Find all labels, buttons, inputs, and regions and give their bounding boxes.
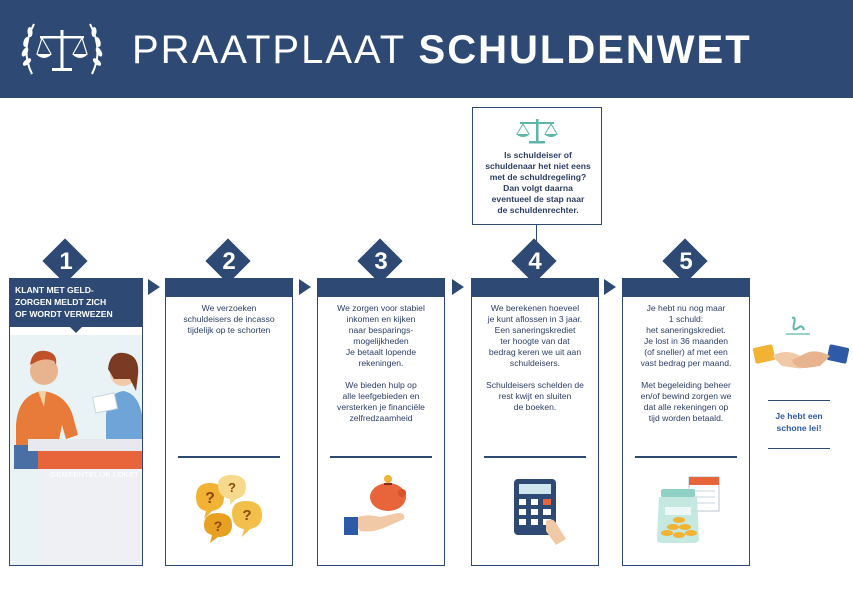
step-number: 4 bbox=[528, 248, 542, 275]
text-line: alle leefgebieden en bbox=[342, 391, 420, 401]
calculator-icon bbox=[496, 473, 576, 547]
step-2-badge bbox=[206, 239, 252, 285]
finale-text bbox=[756, 410, 842, 434]
desk-label: GEMEENTELIJK LOKET bbox=[50, 470, 140, 479]
handshake-icon bbox=[752, 312, 852, 392]
text-line: je kunt aflossen in 3 jaar. bbox=[487, 314, 583, 324]
step-5-badge bbox=[663, 239, 709, 285]
step-2-text bbox=[172, 303, 286, 347]
finale-rule-top bbox=[768, 400, 830, 401]
text-line: We zorgen voor stabiel bbox=[337, 303, 425, 313]
title-bold: SCHULDENWET bbox=[418, 28, 752, 72]
callout-line: schuldenaar het niet eens bbox=[485, 161, 591, 171]
step-5-text bbox=[629, 303, 743, 435]
step-2-divider bbox=[178, 456, 280, 458]
text-line: en/of bewind zorgen we bbox=[640, 391, 732, 401]
text-line: het saneringskrediet. bbox=[646, 325, 726, 335]
step-3-panel bbox=[317, 278, 445, 566]
text-line: Met begeleiding beheer bbox=[641, 380, 731, 390]
callout-line: de schuldenrechter. bbox=[497, 205, 579, 215]
page-title bbox=[132, 28, 752, 73]
text-line: rekeningen. bbox=[358, 358, 404, 368]
text-line: We verzoeken bbox=[201, 303, 257, 313]
flow-arrow bbox=[604, 279, 616, 295]
step-number: 3 bbox=[374, 248, 388, 275]
svg-text:?: ? bbox=[228, 480, 236, 495]
text-line: 1 schuld: bbox=[668, 314, 704, 324]
header-banner bbox=[0, 0, 853, 98]
callout-line: eventueel de stap naar bbox=[491, 194, 585, 204]
text-line: ter hoogte van dat bbox=[500, 336, 570, 346]
scale-icon bbox=[514, 116, 560, 146]
paragraph bbox=[478, 303, 592, 369]
text-line: Je lost in 36 maanden bbox=[643, 336, 729, 346]
step-4-text bbox=[478, 303, 592, 424]
text-line: tijd worden betaald. bbox=[648, 413, 724, 423]
step-number: 5 bbox=[679, 248, 693, 275]
step-4-divider bbox=[484, 456, 586, 458]
callout-line: Dan volgt daarna bbox=[503, 183, 573, 193]
text-line: We bieden hulp op bbox=[345, 380, 417, 390]
text-line: zelfredzaamheid bbox=[349, 413, 413, 423]
step-1-panel bbox=[9, 278, 143, 566]
step-4-panel bbox=[471, 278, 599, 566]
text-line: vast bedrag per maand. bbox=[640, 358, 732, 368]
svg-text:?: ? bbox=[213, 518, 223, 534]
text-line: tijdelijk op te schorten bbox=[187, 325, 271, 335]
step-1-heading-line: ZORGEN MELDT ZICH bbox=[15, 297, 107, 307]
text-line: naar besparings- bbox=[348, 325, 414, 335]
callout-line: Is schuldeiser of bbox=[504, 150, 572, 160]
step-5-divider bbox=[635, 456, 737, 458]
paragraph bbox=[324, 303, 438, 369]
text-line: de boeken. bbox=[513, 402, 557, 412]
step-1-heading bbox=[15, 284, 139, 320]
step-3-badge bbox=[358, 239, 404, 285]
text-line: schuldeisers de incasso bbox=[183, 314, 275, 324]
step-1-pointer bbox=[68, 325, 84, 333]
title-light: PRAATPLAAT bbox=[132, 28, 406, 72]
counter-scene-illustration bbox=[10, 335, 142, 565]
text-line: We berekenen hoeveel bbox=[490, 303, 580, 313]
flow-arrow bbox=[452, 279, 464, 295]
text-line: bedrag keren we uit aan bbox=[488, 347, 582, 357]
step-1-heading-line: OF WORDT VERWEZEN bbox=[15, 309, 113, 319]
text-line: mogelijkheden bbox=[353, 336, 409, 346]
step-3-text bbox=[324, 303, 438, 435]
text-line: Een saneringskrediet bbox=[494, 325, 576, 335]
svg-text:?: ? bbox=[205, 490, 215, 507]
step-number: 1 bbox=[59, 248, 73, 275]
step-number: 2 bbox=[222, 248, 236, 275]
step-1-badge bbox=[43, 239, 89, 285]
text-line: schuldeisers. bbox=[509, 358, 561, 368]
paragraph bbox=[629, 303, 743, 369]
callout-line: met de schuldregeling? bbox=[489, 172, 587, 182]
text-line: Je hebt nu nog maar bbox=[646, 303, 726, 313]
step-1-heading-line: KLANT MET GELD- bbox=[15, 285, 94, 295]
paragraph bbox=[629, 380, 743, 424]
piggy-bank-hand-icon bbox=[342, 473, 422, 547]
callout-text bbox=[477, 150, 599, 216]
step-5-panel bbox=[622, 278, 750, 566]
paragraph bbox=[172, 303, 286, 336]
text-line: versterken je financiële bbox=[337, 402, 425, 412]
text-line: (of sneller) af met een bbox=[644, 347, 728, 357]
savings-jar-calendar-icon bbox=[647, 473, 727, 547]
svg-text:?: ? bbox=[242, 507, 252, 524]
finale-line: schone lei! bbox=[776, 423, 822, 433]
clean-slate-finale bbox=[752, 312, 852, 472]
flow-arrow bbox=[299, 279, 311, 295]
flow-arrow bbox=[148, 279, 160, 295]
paragraph bbox=[324, 380, 438, 424]
text-line: Je betaalt lopende bbox=[345, 347, 417, 357]
step-4-badge bbox=[512, 239, 558, 285]
finale-line: Je hebt een bbox=[775, 411, 823, 421]
text-line: rest kwijt en sluiten bbox=[498, 391, 572, 401]
text-line: Schuldeisers schelden de bbox=[486, 380, 584, 390]
text-line: dat alle rekeningen op bbox=[643, 402, 729, 412]
question-bubbles-icon bbox=[190, 473, 270, 547]
court-callout bbox=[472, 107, 602, 225]
step-2-panel bbox=[165, 278, 293, 566]
paragraph bbox=[478, 380, 592, 413]
step-3-divider bbox=[330, 456, 432, 458]
justice-laurel-logo bbox=[18, 16, 106, 82]
text-line: inkomen en kijken bbox=[346, 314, 416, 324]
finale-rule-bottom bbox=[768, 448, 830, 449]
